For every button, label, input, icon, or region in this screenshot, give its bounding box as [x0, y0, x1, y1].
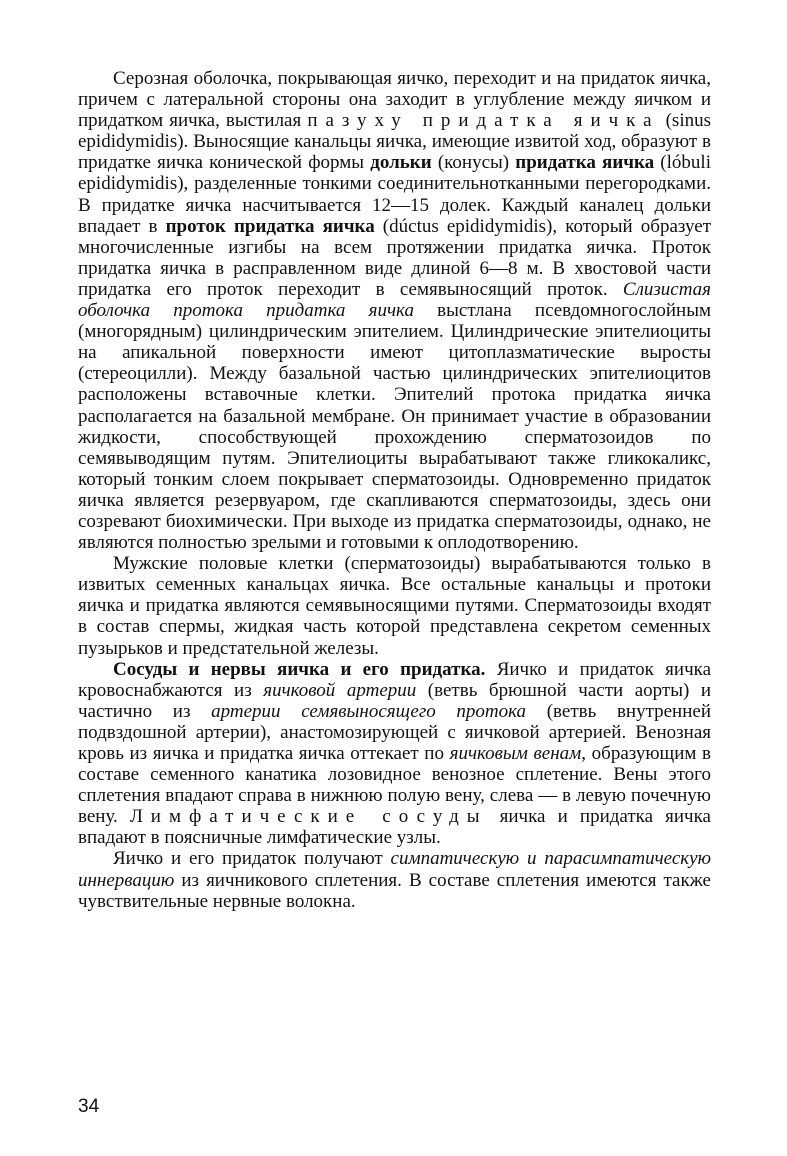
- paragraph-innervation: [78, 848, 711, 911]
- paragraph-epididymis-structure: [78, 68, 711, 553]
- term-lymphatic-vessels: Лимфатические сосуды: [129, 806, 488, 828]
- page-body: [78, 68, 711, 912]
- term-innervation: симпатическую и парасимпатическую иннервацию: [78, 848, 711, 891]
- text-run: из яичникового сплетения. В составе сплетения имеются также чувствительные нервные волокна.: [78, 869, 711, 912]
- text-run: (ветвь внутренней подвздошной артерии), анастомозирующей с яичковой артерией. Венозная кровь из яичка и придатка яичка оттекает по: [78, 700, 711, 764]
- text-run: Мужские половые клетки (сперматозоиды) вырабатываются только в извитых семенных канальцах яичка. Все остальные канальцы и протоки яичка и придатка являются семявыносящими путями. Сперматозоиды входят в состав спермы, жидкая часть которой представлена секретом семенных пузырьков и предстательной железы.: [78, 553, 711, 659]
- page-number: 34: [78, 1096, 100, 1117]
- term-artery-vas-deferens: артерии семявыносящего протока: [211, 700, 527, 722]
- text-run: Серозная оболочка, покрывающая яичко, переходит и на придаток яичка, причем с латеральной стороны она заходит в углубление между яичком и придатком яичка, выстилая: [78, 68, 711, 132]
- text-run: (lóbuli epididymidis), разделенные тонкими соединительнотканными перегородками. В придатке яичка насчитывается 12—15 долек. Каждый каналец дольки впадает в: [78, 152, 711, 237]
- paragraph-vessels-and-nerves: [78, 659, 711, 849]
- text-run: , образующим в составе семенного канатика лозовидное венозное сплетение. Вены этого сплетения впадают справа в нижнюю полую вену, слева — в левую почечную вену.: [78, 743, 711, 828]
- term-mucosa: Слизистая оболочка протока придатка яичка: [78, 278, 711, 322]
- term-lobules: дольки: [370, 152, 432, 174]
- term-ductus-epididymidis: проток придатка яичка: [165, 215, 375, 237]
- text-run: (dúctus epididymidis), который образует многочисленные изгибы на всем протяжении придатка яичка. Проток придатка яичка в расправленном виде длиной 6—8 м. В хвостовой части придатка его проток переходит в семявыносящий проток.: [78, 215, 711, 300]
- term-sinus-epididymidis: пазуху придатка яичка: [307, 110, 660, 132]
- paragraph-male-germ-cells: [78, 553, 711, 658]
- term-testicular-artery: яичковой артерии: [263, 679, 417, 701]
- text-run: яичка и придатка яичка впадают в поясничные лимфатические узлы.: [78, 806, 711, 849]
- text-run: (конусы): [431, 152, 516, 174]
- text-run: выстлана псевдомногослойным (многорядным) цилиндрическим эпителием. Цилиндрические эпителиоциты на апикальной поверхности имеют цитоплазматические выросты (стереоцилли). Между базальной частью цилиндрических эпителиоцитов расположены вставочные клетки. Эпителий протока придатка яичка располагается на базальной мембране. Он принимает участие в образовании жидкости, способствующей прохождению сперматозоидов по семявыводящим путям. Эпителиоциты вырабатывают также гликокаликс, который тонким слоем покрывает сперматозоиды. Одновременно придаток яичка является резервуаром, где скапливаются сперматозоиды, здесь они созревают биохимически. При выходе из придатка сперматозоиды, однако, не являются полностью зрелыми и готовыми к оплодотворению.: [78, 300, 712, 554]
- text-run: Яичко и его придаток получают: [113, 848, 391, 870]
- text-run: Яичко и придаток яичка кровоснабжаются из: [78, 658, 711, 701]
- term-epididymis: придатка яичка: [515, 152, 655, 174]
- text-run: (ветвь брюшной части аорты) и частично из: [78, 679, 711, 722]
- term-testicular-veins: яичковым венам: [449, 743, 582, 764]
- text-run: (sinus epididymidis). Выносящие канальцы яичка, имеющие извитой ход, образуют в придатке яичка конической формы: [78, 110, 711, 174]
- section-heading: Сосуды и нервы яичка и его придатка.: [113, 658, 486, 680]
